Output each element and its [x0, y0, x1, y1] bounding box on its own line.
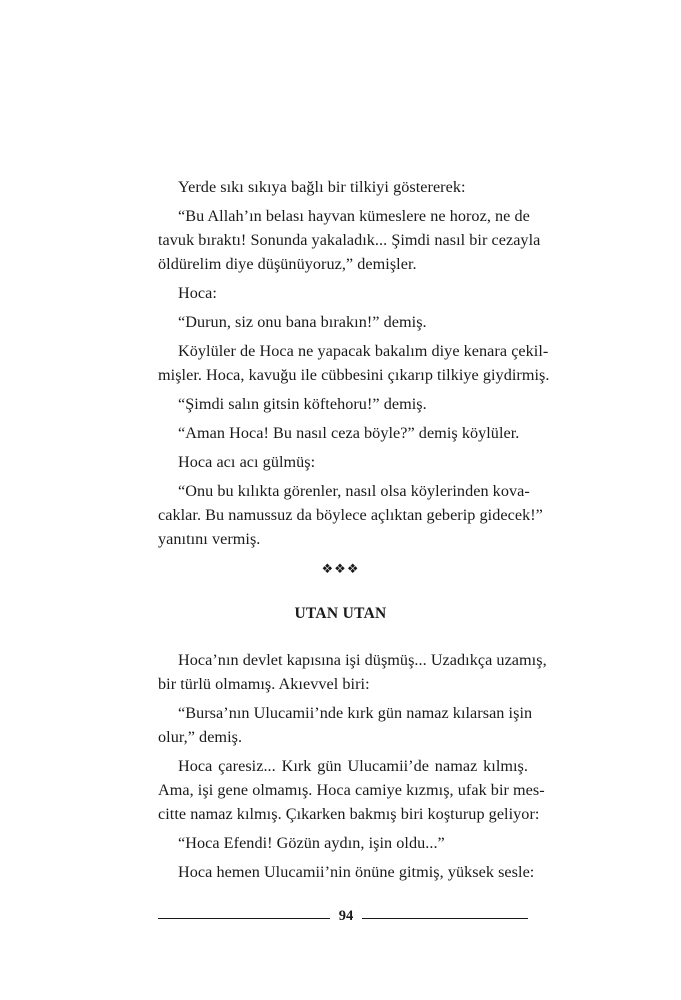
text-line: Yerde sıkı sıkıya bağlı bir tilkiyi göstererek:	[178, 178, 466, 196]
text-line: mişler. Hoca, kavuğu ile cübbesini çıkarıp tilkiye giydirmiş.	[158, 366, 550, 384]
text-line: Hoca acı acı gülmüş:	[178, 453, 316, 471]
text-line: “Bu Allah’ın belası hayvan kümeslere ne horoz, ne de	[178, 207, 530, 225]
text-line: “Onu bu kılıkta görenler, nasıl olsa köylerinden kova-	[178, 482, 530, 500]
text-line: caklar. Bu namussuz da böylece açlıktan geberip gidecek!”	[158, 506, 543, 524]
text-line: bir türlü olmamış. Akıevvel biri:	[158, 675, 370, 693]
text-line: tavuk bıraktı! Sonunda yakaladık... Şimdi nasıl bir cezayla	[158, 231, 541, 249]
text-line: “Bursa’nın Ulucamii’nde kırk gün namaz kılarsan işin	[178, 704, 533, 722]
text-line: yanıtını vermiş.	[158, 530, 261, 548]
text-line: Hoca hemen Ulucamii’nin önüne gitmiş, yüksek sesle:	[178, 863, 535, 881]
text-line: “Aman Hoca! Bu nasıl ceza böyle?” demiş köylüler.	[178, 424, 520, 442]
text-line: öldürelim diye düşünüyoruz,” demişler.	[158, 255, 417, 273]
page-number: 94	[338, 908, 354, 924]
text-line: “Durun, siz onu bana bırakın!” demiş.	[178, 313, 427, 331]
text-line: Hoca:	[178, 284, 217, 302]
text-line: olur,” demiş.	[158, 728, 243, 746]
footer-rule-left	[158, 918, 330, 919]
section-heading: UTAN UTAN	[294, 605, 387, 622]
footer-rule-right	[362, 918, 528, 919]
text-line: citte namaz kılmış. Çıkarken bakmış biri koşturup geliyor:	[158, 805, 540, 823]
text-line: Ama, işi gene olmamış. Hoca camiye kızmış, ufak bir mes-	[158, 781, 545, 799]
text-line: Hoca’nın devlet kapısına işi düşmüş... Uzadıkça uzamış,	[178, 651, 547, 669]
section-ornament: ❖❖❖	[321, 562, 360, 577]
text-line: “Şimdi salın gitsin köftehoru!” demiş.	[178, 395, 427, 413]
text-line: “Hoca Efendi! Gözün aydın, işin oldu...”	[178, 834, 445, 852]
text-line: Köylüler de Hoca ne yapacak bakalım diye kenara çekil-	[178, 342, 549, 360]
text-line: Hoca çaresiz... Kırk gün Ulucamii’de namaz kılmış.	[178, 757, 528, 775]
